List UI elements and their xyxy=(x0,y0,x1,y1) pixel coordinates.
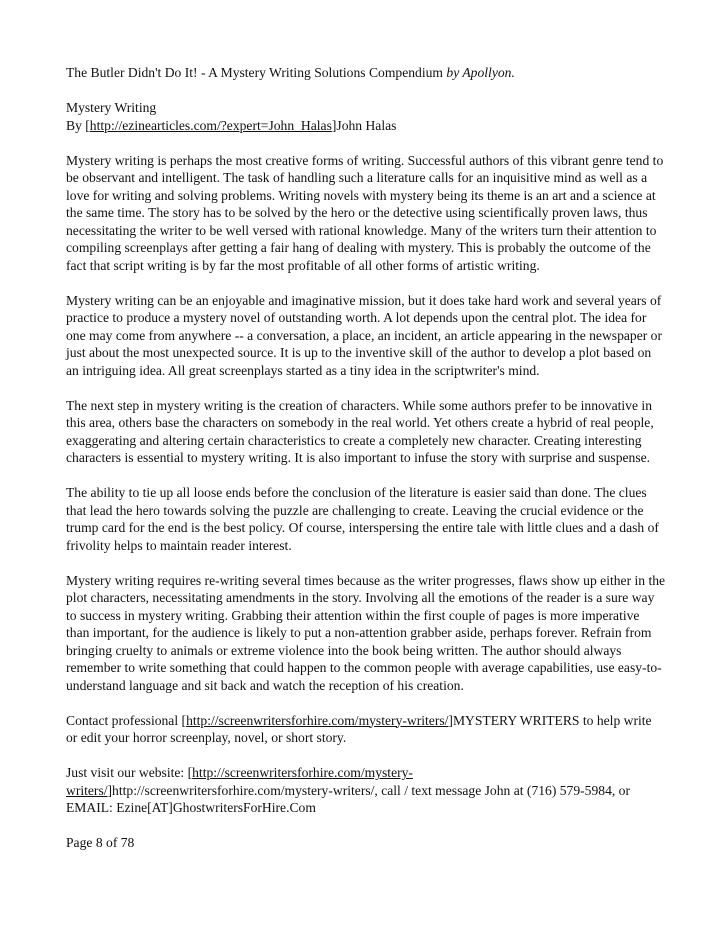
body-paragraph-1: Mystery writing is perhaps the most creative forms of writing. Successful authors of this vibrant genre tend to be observant and intelligent. The task of handling such a literature calls for an inquisitive mind as well as a love for writing and solving problems. Writing novels with mystery being its theme is an art and a science at the same time. The story has to be solved by the hero or the detective using scientifically proven laws, thus necessitating the writer to be well versed with rational knowledge. Many of the writers turn their attention to compiling screenplays after getting a fair hang of dealing with mystery. This is probably the outcome of the fact that script writing is by far the most profitable of all other forms of artistic writing. xyxy=(66,152,664,273)
title-byline: by Apollyon. xyxy=(446,65,515,80)
article-header xyxy=(66,99,666,134)
visit-suffix: ]http://screenwritersforhire.com/mystery-writers/, call / text message John at (716) 579-5984, or EMAIL: Ezine[AT]GhostwritersForHire.Com xyxy=(66,782,630,815)
body-paragraph-4: The ability to tie up all loose ends before the conclusion of the literature is easier said than done. The clues that lead the hero towards solving the puzzle are challenging to create. Leaving the crucial evidence or the trump card for the end is the best policy. Of course, interspersing the entire tale with little clues and a dash of frivolity helps to maintain reader interest. xyxy=(66,485,659,553)
document-title xyxy=(66,64,666,82)
author-prefix: By [ xyxy=(66,117,90,133)
visit-paragraph xyxy=(66,764,666,817)
body-paragraph-2: Mystery writing can be an enjoyable and imaginative mission, but it does take hard work and several years of practice to produce a mystery novel of outstanding worth. A lot depends upon the central plot. The idea for one may come from anywhere -- a conversation, a place, an incident, an article appearing in the newspaper or just about the most unexpected source. It is up to the inventive skill of the author to develop a plot based on an intriguing idea. All great screenplays started as a tiny idea in the scriptwriter's mind. xyxy=(66,292,662,378)
contact-link[interactable]: http://screenwritersforhire.com/mystery-writers/ xyxy=(186,712,449,728)
author-suffix: ]John Halas xyxy=(331,117,397,133)
author-link[interactable]: http://ezinearticles.com/?expert=John_Halas xyxy=(89,117,332,133)
body-paragraph-5: Mystery writing requires re-writing several times because as the writer progresses, flaws show up either in the plot characters, necessitating amendments in the story. Involving all the emotions of the reader is a sure way to success in mystery writing. Grabbing their attention within the first couple of pages is more imperative than important, for the audience is likely to put a non-attention grabber aside, perhaps forever. Refrain from bringing cruelty to animals or extreme violence into the book being written. The author should always remember to write something that could happen to the common people with average capabilities, use easy-to-understand language and sit back and watch the reception of his creation. xyxy=(66,572,666,693)
body-paragraph-3: The next step in mystery writing is the creation of characters. While some authors prefer to be innovative in this area, others base the characters on somebody in the real world. Yet others create a hybrid of real people, exaggerating and altering certain characteristics to create a completely new character. Creating interesting characters is essential to mystery writing. It is also important to infuse the story with surprise and suspense. xyxy=(66,397,654,465)
contact-paragraph xyxy=(66,712,666,747)
title-main: The Butler Didn't Do It! - A Mystery Writing Solutions Compendium xyxy=(66,65,443,80)
contact-suffix: ]MYSTERY WRITERS to help write or edit your horror screenplay, novel, or short story. xyxy=(66,712,652,745)
article-title: Mystery Writing xyxy=(66,100,157,115)
document-page xyxy=(66,64,666,852)
page-footer: Page 8 of 78 xyxy=(66,835,135,850)
visit-prefix: Just visit our website: [ xyxy=(66,765,193,780)
contact-prefix: Contact professional [ xyxy=(66,712,187,728)
visit-link[interactable]: http://screenwritersforhire.com/mystery-writers/ xyxy=(66,765,413,798)
